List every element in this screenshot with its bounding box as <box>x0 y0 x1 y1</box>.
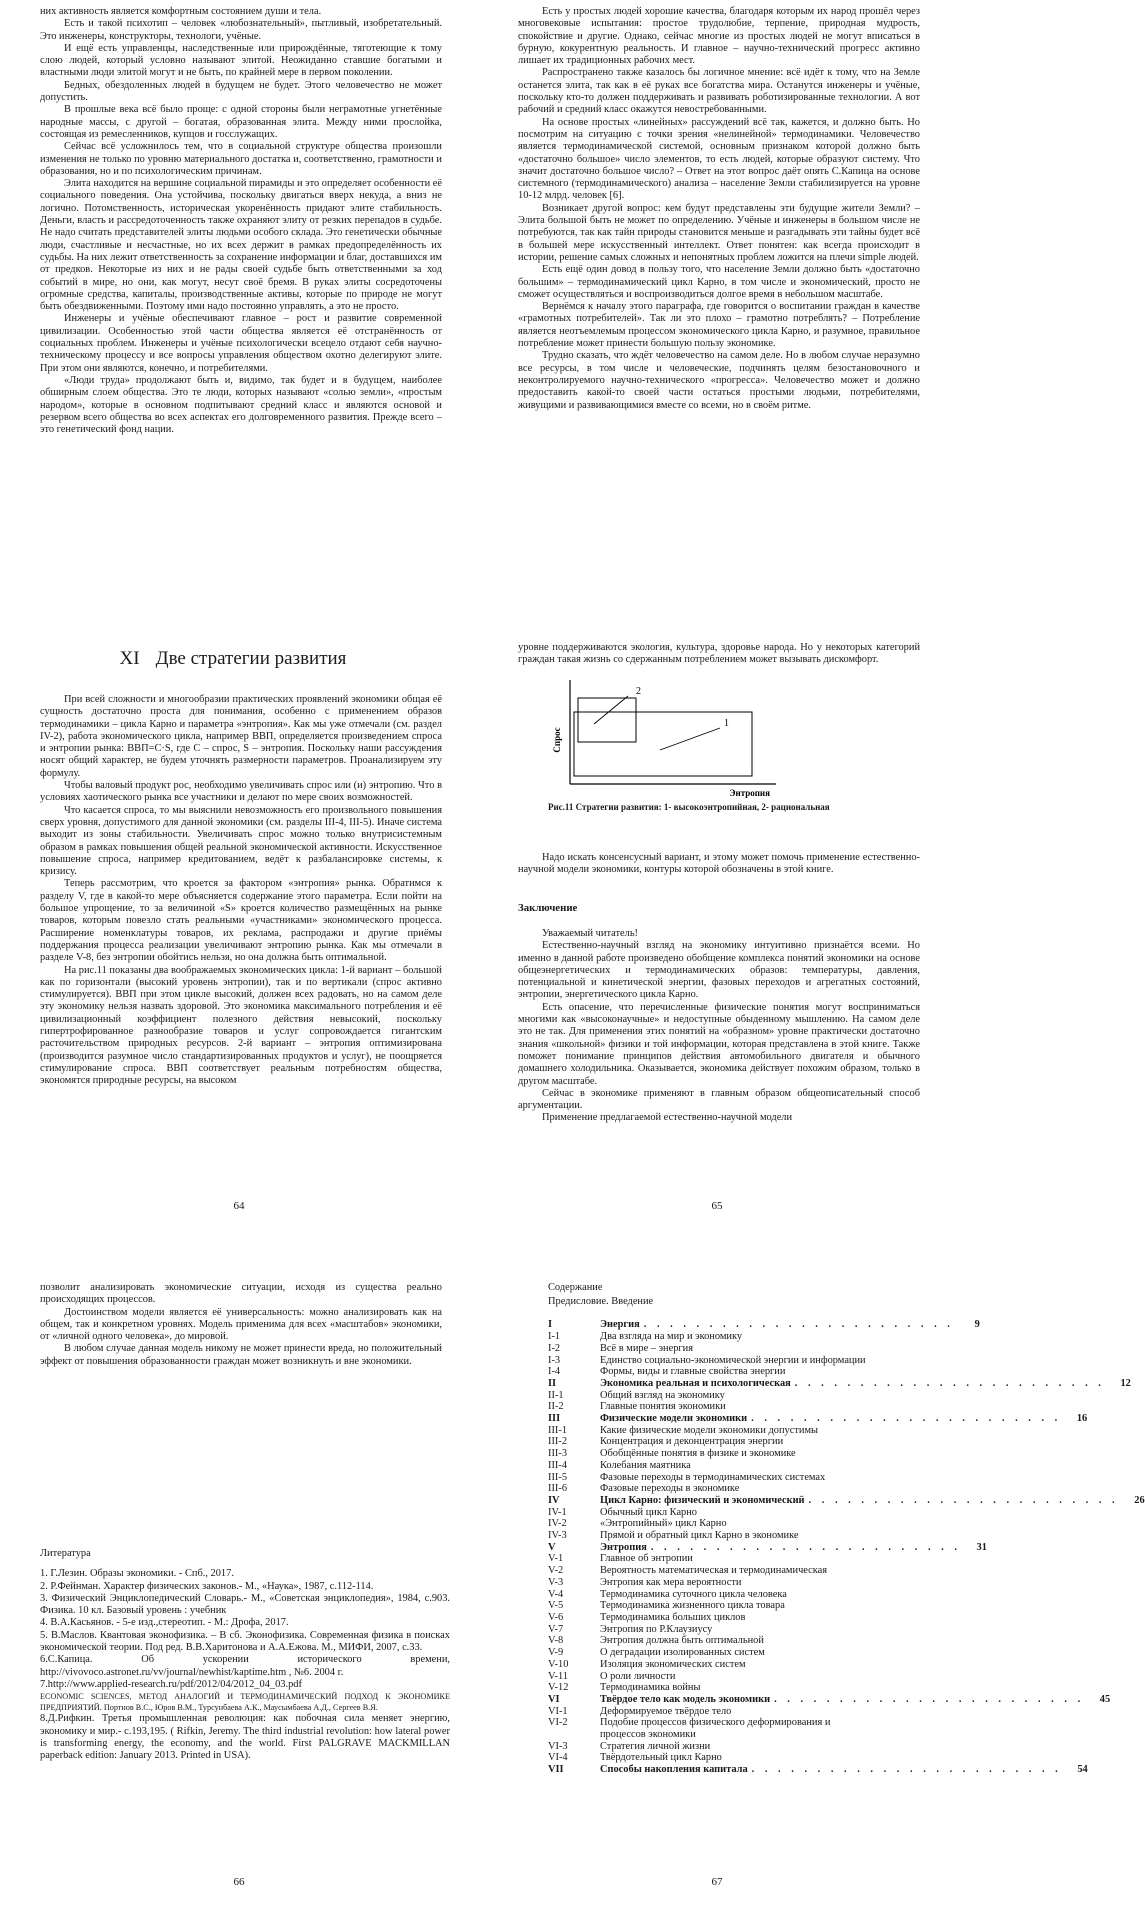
toc-section-title: Термодинамика жизненного цикла товара <box>600 1600 785 1612</box>
toc-section-number: I-2 <box>548 1342 561 1354</box>
toc-row <box>548 1600 943 1612</box>
paragraph: На рис.11 показаны два воображаемых экономических цикла: 1-й вариант – большой как по горизонтали (высокий уровень энтропии), так и по вертикали (спрос активно стимулируется). ВВП при этом цикле высокий, должен всех радовать, но на самом деле эту экономику нельзя назвать здоровой. Это экономика максимального потребления и её цивилизационный коэффициент полезного действия невысокий, поскольку гипертрофированное разнообразие товаров и услуг сопровождается гигантским расточительством природных ресурсов. 2-й вариант – энтропия оптимизирована (производится разумное число стандартизированных продуктов и услуг), не поощряется стимулирование спроса. ВВП соответствует реальным потребностям общества, экономятся природные ресурсы, на высоком <box>40 964 442 1087</box>
toc-page-number: 9 <box>974 1319 980 1331</box>
figure-caption: Рис.11 Стратегии развития: 1- высокоэнтропийная, 2- рациональная <box>548 802 830 812</box>
paragraph: Естественно-научный взгляд на экономику интуитивно признаётся всеми. Но именно в данной работе произведено обобщение комплекса понятий экономики на основе общеэнергетических и термодинамических образов: температуры, давления, потенциальной и кинетической энергии, фазовых переходов и агрегатных состояний, энтропии, энергетического цикла Карно. <box>518 940 920 1001</box>
after-figure-paragraph: Надо искать консенсусный вариант, и этому может помочь применение естественно-научной модели экономики, контуры которой обозначены в этой книге. <box>518 852 920 876</box>
paragraph: Что касается спроса, то мы выяснили невозможность его произвольного повышения сверх уровня, допустимого для данной экономики (см. разделы III-4, III-5). Иначе система выходит из зоны стабильности. Увеличивать спрос можно только внутрисистемным образом в рамках повышения общей реальной экономической активности. Искусственное повышение спроса, например кредитованием, ведёт к разбалансировке системы, к кризису. <box>40 804 442 878</box>
paragraph: позволит анализировать экономические ситуации, исходя из существа реально происходящих процессов. <box>40 1282 442 1306</box>
toc-section-title: Термодинамика больших циклов <box>600 1611 746 1623</box>
references-list <box>40 1548 450 1762</box>
paragraph: Бедных, обездоленных людей в будущем не будет. Этого человечество не может допустить. <box>40 79 442 104</box>
toc-section-title: Единство социально-экономической энергии и информации <box>600 1354 866 1366</box>
paragraph: Применение предлагаемой естественно-научной модели <box>542 1112 793 1124</box>
toc-section-number: III-6 <box>548 1483 568 1495</box>
toc-section-number: II-1 <box>548 1389 564 1401</box>
paragraph: Достоинством модели является её универсальность: можно анализировать как на общем, так и конкретном уровнях. Модель применима для всех «масштабов» экономики, от «личной одного человека», до мировой. <box>40 1306 442 1343</box>
toc-section-number: III-1 <box>548 1424 568 1436</box>
figure-strategies <box>548 678 778 798</box>
toc-section-title: Обобщённые понятия в физике и экономике <box>600 1448 796 1460</box>
toc-row <box>548 1390 943 1402</box>
paragraph: Вернёмся к началу этого параграфа, где говорится о воспитании граждан в качестве «грамотных потребителей». Так ли это плохо – грамотно потреблять? – Потребление является неотъемлемым процессом экономического цикла Карно, и разумное, правильное потребление может принести большую пользу экономике. <box>518 301 920 350</box>
toc-page-number: 16 <box>1076 1413 1088 1425</box>
toc-section-number: III <box>548 1413 561 1425</box>
toc-row <box>548 1331 943 1343</box>
toc-section-number: III-2 <box>548 1436 568 1448</box>
toc-row <box>548 1494 1145 1507</box>
paragraph: Уважаемый читатель! <box>542 928 639 939</box>
page-body <box>40 694 442 1088</box>
page-body <box>518 6 920 412</box>
toc-row <box>548 1355 943 1367</box>
toc-section-number: VI-3 <box>548 1740 568 1752</box>
toc-section-title: Концентрация и деконцентрация энергии <box>600 1436 784 1448</box>
reference-item: 5. В.Маслов. Квантовая эконофизика. – В сб. Эконофизика. Современная физика в поисках экономической теории. Под ред. В.В.Харитонова и А.А.Ежова. М., МИФИ, 2007, с.33. <box>40 1629 450 1654</box>
toc-section-number: I-4 <box>548 1366 561 1378</box>
toc-section-number: V-8 <box>548 1635 564 1647</box>
fig-label-1: 1 <box>724 718 729 729</box>
toc-row <box>548 1729 943 1741</box>
conclusion-body <box>518 928 920 1125</box>
toc-section-title: «Энтропийный» цикл Карно <box>600 1518 727 1530</box>
toc-section-number: I-1 <box>548 1331 561 1343</box>
reference-item: 1. Г.Лезин. Образы экономики. - Спб., 2017. <box>40 1568 234 1580</box>
page-references <box>0 1280 478 1920</box>
toc-section-title: Способы накопления капитала <box>600 1764 748 1776</box>
toc-section-title: Какие физические модели экономики допустимы <box>600 1424 819 1436</box>
toc-row <box>548 1507 943 1519</box>
toc-section-number: V-5 <box>548 1600 564 1612</box>
page-body <box>40 6 442 436</box>
toc-row <box>548 1553 943 1565</box>
toc-section-title: Фазовые переходы в термодинамических системах <box>600 1471 826 1483</box>
paragraph: Есть ещё один довод в пользу того, что население Земли должно быть «достаточно большим» – термодинамический цикл Карно, в том числе и экономический, просто не сможет осуществляться и воспроизводиться долгое время в небольшом масштабе. <box>518 264 920 300</box>
conclusion-heading <box>518 902 920 914</box>
toc-section-title: Изоляция экономических систем <box>600 1658 746 1670</box>
toc-section-number: VI <box>548 1693 560 1705</box>
toc-section-number: V-11 <box>548 1670 569 1682</box>
paragraph: Возникает другой вопрос: кем будут представлены эти будущие жители Земли? – Элита большой быть не может по определению. Учёные и инженеры в большом числе не потребуются, так как тайн природы становится меньше и разгадывать эти тайны будет всё в большей мере искусственный интеллект. Ответ понятен: как всегда происходит в истории, решение самых сложных и непонятных проблем ложится на плечи simple людей. <box>518 202 920 263</box>
paragraph: Сейчас в экономике применяют в главным образом общеописательный способ аргументации. <box>518 1087 920 1112</box>
page-body <box>40 1282 442 1368</box>
page-spread-top-left <box>0 0 478 640</box>
toc-row <box>548 1319 980 1331</box>
page-contents <box>478 1280 1145 1920</box>
toc-row <box>548 1401 943 1413</box>
paragraph: В прошлые века всё было проще: с одной стороны были неграмотные угнетённые народные массы, с другой – богатая, образованная элита. Между ними прослойка, состоящая из ремесленников, купцов и госслужащих. <box>40 104 442 140</box>
paragraph: Инженеры и учёные обеспечивают главное – рост и развитие современной цивилизации. Особенностью этой части общества является её отстранённость от социальных проблем. Инженеры и учёные психологически всецело отдают себя научно-техническому процессу и все вопросы управления обществом охотно делегируют элите. При этом они являются, конечно, и потребителями. <box>40 313 442 374</box>
references-title: Литература <box>40 1548 91 1559</box>
paragraph: них активность является комфортным состоянием души и тела. <box>40 6 322 17</box>
toc-leader-dots: . . . . . . . . . . . . . . . . . . . . . . . . <box>751 1413 1062 1425</box>
toc-leader-dots: . . . . . . . . . . . . . . . . . . . . . . . . <box>774 1693 1085 1705</box>
toc-section-title: Всё в мире – энергия <box>600 1342 694 1354</box>
toc-section-number: V-6 <box>548 1611 564 1623</box>
toc-section-number: IV-3 <box>548 1530 567 1542</box>
page-number: 67 <box>711 1876 723 1888</box>
toc-section-number: V-2 <box>548 1565 564 1577</box>
y-axis-label: Спрос <box>552 727 562 753</box>
toc-row <box>548 1377 1131 1390</box>
toc-section-title: Два взгляда на мир и экономику <box>600 1331 743 1343</box>
reference-item: ECONOMIC SCIENCES, МЕТОД АНАЛОГИЙ И ТЕРМОДИНАМИЧЕСКИЙ ПОДХОД К ЭКОНОМИКЕ ПРЕДПРИЯТИЙ. Портнов В.С., Юров В.М., Турсунбаева А.К., Маусымбаева А.Д., Сергеев В.Я. <box>40 1692 450 1713</box>
toc-section-title: Деформируемое твёрдое тело <box>600 1705 732 1717</box>
toc-section-title: О деградации изолированных систем <box>600 1647 765 1659</box>
toc-leader-dots: . . . . . . . . . . . . . . . . . . . . . . . . <box>751 1764 1062 1776</box>
toc-section-number: III-3 <box>548 1448 568 1460</box>
page-chapter-xi <box>0 640 478 1280</box>
toc-row <box>548 1589 943 1601</box>
toc-section-title: Энтропия <box>600 1541 647 1553</box>
toc-section-title: Прямой и обратный цикл Карно в экономике <box>600 1530 799 1542</box>
toc-leader-dots: . . . . . . . . . . . . . . . . . . . . . . . . <box>650 1541 961 1553</box>
toc-row <box>548 1612 943 1624</box>
toc-page-number: 26 <box>1134 1494 1145 1506</box>
paragraph: Элита находится на вершине социальной пирамиды и это определяет особенности её социального поведения. Она устойчива, поскольку двигаться вверх некуда, а вниз не логично. Потомственность, историческая укоренённость придают элите стабильность. Деньги, власть и рассредоточенность также охраняют элиту от резких перепадов в судьбе. Не надо считать представителей элиты людьми особого склада. Это генетически обычные люди, счастливые и несчастные, но их всех держит в рамках предопределённость их судьбы. На них лежит ответственность за сохранение информации и благ, доставшихся им от предков. Некоторые из них и не рады своей судьбе быть ответственными за ход событий в мире, но они, как могут, несут своё бремя. В руках элиты сосредоточены огромные средства, капиталы, производственные активы, которые по природе не могут быть обездвиженными. Поэтому ими надо постоянно управлять, а это не просто. <box>40 178 442 313</box>
toc-row <box>548 1448 943 1460</box>
toc-row <box>548 1565 943 1577</box>
toc-leader-dots: . . . . . . . . . . . . . . . . . . . . . . . . <box>643 1319 954 1331</box>
toc-row <box>548 1366 943 1378</box>
toc-section-title: Стратегия личной жизни <box>600 1740 711 1752</box>
pointer-1 <box>660 728 720 750</box>
toc-row <box>548 1764 1088 1776</box>
toc-row <box>548 1682 943 1694</box>
toc-leader-dots: . . . . . . . . . . . . . . . . . . . . . . . . <box>794 1377 1105 1389</box>
toc-row <box>548 1436 943 1448</box>
chapter-heading <box>40 648 442 670</box>
toc-section-number: III-5 <box>548 1471 568 1483</box>
paragraph: Теперь рассмотрим, что кроется за фактором «энтропия» рынка. Обратимся к разделу V, где в какой-то мере объясняется содержание этого параметра. Если пойти на большое упрощение, то за величиной «S» кроется количество размещённых на рынке товаров, которым повезло стать реальными «участниками» экономического процесса. Расширение номенклатуры товаров, их реклама, распродажи и другие приёмы поддержания процесса реализации увеличивают энтропию рынка. Как мы отмечали в разделе V-8, без энтропии обойтись нельзя, но она должна быть оптимальной. <box>40 878 442 964</box>
toc-row <box>548 1706 943 1718</box>
paragraph: Чтобы валовый продукт рос, необходимо увеличивать спрос или (и) энтропию. Что в условиях хаотического рынка все участники и делают по мере своих возможностей. <box>40 780 442 804</box>
page-number: 66 <box>233 1876 245 1888</box>
contents-title: Содержание <box>548 1282 603 1293</box>
toc-section-number: V-4 <box>548 1588 564 1600</box>
toc-row <box>548 1659 943 1671</box>
toc-section-title: Твёрдотельный цикл Карно <box>600 1752 722 1764</box>
toc-row <box>548 1624 943 1636</box>
toc-section-number: V-12 <box>548 1682 569 1694</box>
toc-section-number: IV-1 <box>548 1506 567 1518</box>
toc-row <box>548 1577 943 1589</box>
toc-section-number: VI-2 <box>548 1717 568 1729</box>
toc-section-number: V-7 <box>548 1623 564 1635</box>
toc-page-number: 45 <box>1099 1693 1111 1705</box>
fig-label-2: 2 <box>636 686 641 697</box>
reference-item: 7.http://www.applied-research.ru/pdf/2012/04/2012_04_03.pdf <box>40 1678 302 1690</box>
preface-line: Предисловие. Введение <box>548 1295 654 1307</box>
toc-row <box>548 1413 1088 1425</box>
toc-leader-dots: . . . . . . . . . . . . . . . . . . . . . . . . <box>808 1494 1119 1506</box>
toc-section-title: Энтропия должна быть оптимальной <box>600 1635 764 1647</box>
toc-row <box>548 1472 943 1484</box>
reference-item: 4. В.А.Касьянов. - 5-е изд.,стереотип. - М.: Дрофа, 2017. <box>40 1617 289 1629</box>
toc-section-number: II-2 <box>548 1401 564 1413</box>
cycle-rect-2 <box>578 698 636 742</box>
toc-section-title: Вероятность математическая и термодинамическая <box>600 1565 828 1577</box>
paragraph: Распространено также казалось бы логичное мнение: всё идёт к тому, что на Земле останется элита, так как в её руках все богатства мира. Останутся инженеры и учёные, поскольку кто-то должен поддерживать и развивать роботизированные технологии. А вот рабочий и средний класс окажутся невостребованными. <box>518 67 920 116</box>
toc-row <box>548 1693 1111 1706</box>
toc-section-number: VI-1 <box>548 1705 568 1717</box>
intro-paragraph: уровне поддерживаются экология, культура, здоровье народа. Но у некоторых категорий граждан такая жизнь со сдержанным потреблением может вызывать дискомфорт. <box>518 642 920 666</box>
toc-section-number: II <box>548 1377 557 1389</box>
toc-section-number: V-10 <box>548 1658 569 1670</box>
toc-section-title: Формы, виды и главные свойства энергии <box>600 1366 786 1378</box>
paragraph: И ещё есть управленцы, наследственные или прирождённые, тяготеющие к тому слою людей, который условно называют элитой. Неожиданно ставшие богатыми и властными люди элитой могут и не быть, по крайней мере в первом поколении. <box>40 42 442 79</box>
toc-section-title: Цикл Карно: физический и экономический <box>600 1494 805 1506</box>
x-axis-label: Энтропия <box>729 788 770 798</box>
toc-row <box>548 1483 943 1495</box>
toc-section-title: Общий взгляд на экономику <box>600 1389 725 1401</box>
toc-row <box>548 1635 943 1647</box>
table-of-contents <box>548 1282 1145 1776</box>
toc-section-number: V-3 <box>548 1576 564 1588</box>
toc-section-title: Подобие процессов физического деформирования и <box>600 1717 831 1729</box>
paragraph: При всей сложности и многообразии практических проявлений экономики общая её сущность достаточно проста для понимания, особенно с применением образов термодинамики – цикла Карно и параметра «энтропия». Как мы уже отмечали (см. раздел IV-2), работа экономического цикла, например ВВП, определяется произведением спроса и энтропии рынка: ВВП=C·S, где C – спрос, S – энтропия. Поскольку наши рассуждения носят общий характер, не будем уточнять размерности параметров. Проанализируем эту формулу. <box>40 694 442 779</box>
paragraph: «Люди труда» продолжают быть и, видимо, так будет и в будущем, наиболее обширным слоем общества. Это те люди, которых называют «солью земли», «простым народом», которые в основном подпитывают средний класс и являются основой и резервом всего общества во всех аспектах его долговременного развития. Прежде всего – это генетический фонд нации. <box>40 374 442 436</box>
toc-row <box>548 1541 987 1554</box>
toc-section-title: Физические модели экономики <box>600 1413 748 1425</box>
chapter-number: XI <box>119 648 140 669</box>
toc-section-title: Термодинамика суточного цикла человека <box>600 1588 787 1600</box>
paragraph: Трудно сказать, что ждёт человечество на самом деле. Но в любом случае неразумно все ресурсы, в том числе и человеческие, подчинять целям безостановочного и неконтролируемого научно-технического «прогресса». Человечество может и должно предоставить какой-то своей части остаться простыми людьми, потребителями, живущими и развивающимися вместе со всеми, но в своём ритме. <box>518 350 920 411</box>
toc-row <box>548 1671 943 1683</box>
paragraph: Есть опасение, что перечисленные физические понятия могут восприниматься многими как «высоконаучные» и недоступные обыденному мышлению. На самом деле это не так. Для применения этих понятий на «образном» уровне практически достаточно знания «школьной» физики и той информации, которая представлена в этой книге. Также поможет понимание принципов действия автомобильного двигателя и обычного домашнего холодильника. Оказывается, экономика действует похожим образом, только в другом масштабе. <box>518 1001 920 1087</box>
after-figure-text <box>518 852 920 877</box>
toc-row <box>548 1647 943 1659</box>
toc-page-number: 54 <box>1077 1764 1088 1776</box>
toc-row <box>548 1717 943 1729</box>
toc-section-title: Энергия <box>600 1319 640 1331</box>
toc-section-title: Главное об энтропии <box>600 1553 693 1565</box>
toc-section-number: V-9 <box>548 1647 564 1659</box>
toc-section-number: III-4 <box>548 1459 568 1471</box>
toc-row <box>548 1530 943 1542</box>
toc-section-title: Термодинамика войны <box>600 1682 701 1694</box>
toc-section-title: Твёрдое тело как модель экономики <box>600 1693 771 1705</box>
paragraph: В любом случае данная модель никому не может принести вреда, но положительный эффект от повышения образованности граждан может возникнуть и вне экономики. <box>40 1343 442 1367</box>
toc-section-title: Фазовые переходы в экономике <box>600 1483 740 1495</box>
toc-section-title: Экономика реальная и психологическая <box>600 1377 791 1389</box>
page-number: 65 <box>711 1200 723 1212</box>
toc-row <box>548 1752 943 1764</box>
intro-text <box>518 642 920 667</box>
toc-section-number: I-3 <box>548 1354 561 1366</box>
toc-section-title: Энтропия по Р.Клаузиусу <box>600 1623 713 1635</box>
page-number: 64 <box>233 1200 245 1212</box>
reference-item: 2. Р.Фейнман. Характер физических законов.- М., «Наука», 1987, с.112-114. <box>40 1580 374 1592</box>
toc-page-number: 31 <box>976 1541 987 1553</box>
paragraph: Сейчас всё усложнилось тем, что в социальной структуре общества произошли изменения не только по уровню материального достатка и, соответственно, грамотности и образования, но и по психологическим причинам. <box>40 141 442 177</box>
toc-section-title: О роли личности <box>600 1670 676 1682</box>
conclusion-title: Заключение <box>518 902 578 914</box>
toc-section-number: I <box>548 1319 553 1331</box>
toc-section-number: IV <box>548 1494 560 1506</box>
toc-section-number: VII <box>548 1764 564 1776</box>
page-figure-conclusion <box>478 640 956 1280</box>
page-spread-top-right <box>478 0 956 640</box>
toc-row <box>548 1741 943 1753</box>
toc-row <box>548 1425 943 1437</box>
toc-section-title: процессов экономики <box>600 1729 696 1741</box>
toc-section-number: IV-2 <box>548 1518 567 1530</box>
toc-row <box>548 1460 943 1472</box>
toc-row <box>548 1518 943 1530</box>
paragraph: Есть у простых людей хорошие качества, благодаря которым их народ прошёл через многовековые испытания: простое трудолюбие, терпение, природная мудрость, спокойствие и другие. Однако, сейчас многие из простых людей не могут вписаться в бурную, кокурентную реальность. И главное – научно-технический прогресс активно лишает их традиционных рабочих мест. <box>518 6 920 67</box>
toc-page-number: 12 <box>1120 1377 1131 1389</box>
reference-item: 8.Д.Рифкин. Третья промышленная революция: как побочная сила меняет энергию, экономику и мир.- с.193,195. ( Rifkin, Jeremy. The third industrial revolution: how lateral power is transforming energy, the economy, and the world. First PALGRAVE MACKMILLAN paperback edition: January 2013. Printed in USA). <box>40 1713 450 1762</box>
toc-section-number: V-1 <box>548 1553 564 1565</box>
toc-section-number: V <box>548 1541 556 1553</box>
toc-section-number: VI-4 <box>548 1752 568 1764</box>
toc-section-title: Обычный цикл Карно <box>600 1506 698 1518</box>
toc-section-title: Главные понятия экономики <box>600 1401 726 1413</box>
chapter-title: Две стратегии развития <box>155 648 347 669</box>
reference-item: 3. Физический Энциклопедический Словарь.- М., «Советская энциклопедия», 1984, с.903. Физика. 10 кл. Базовый уровень : учебник <box>40 1592 450 1617</box>
toc-section-title: Энтропия как мера вероятности <box>600 1576 742 1588</box>
pointer-2 <box>594 696 628 724</box>
paragraph: Есть и такой психотип – человек «любознательный», пытливый, изобретательный. Это инженеры, конструкторы, технологи, учёные. <box>40 18 442 42</box>
reference-item: 6.С.Капица. Об ускорении исторического времени, http://vivovoco.astronet.ru/vv/journal/newhist/kaptime.htm , №6. 2004 г. <box>40 1654 450 1678</box>
toc-section-title: Колебания маятника <box>600 1459 691 1471</box>
toc-row <box>548 1343 943 1355</box>
paragraph: На основе простых «линейных» рассуждений всё так, кажется, и должно быть. Но посмотрим на ситуацию с точки зрения «нелинейной» термодинамики. Человечество является термодинамической системой, основным признаком которой должно быть «достаточно большое» число элементов, то есть людей, которые образуют систему. Что значит достаточно большое число? – Ответ на этот вопрос даёт опять С.Капица на основе системного (термодинамического) анализа – население Земли стабилизируется на уровне 10-12 млрд. человек [6]. <box>518 116 920 202</box>
